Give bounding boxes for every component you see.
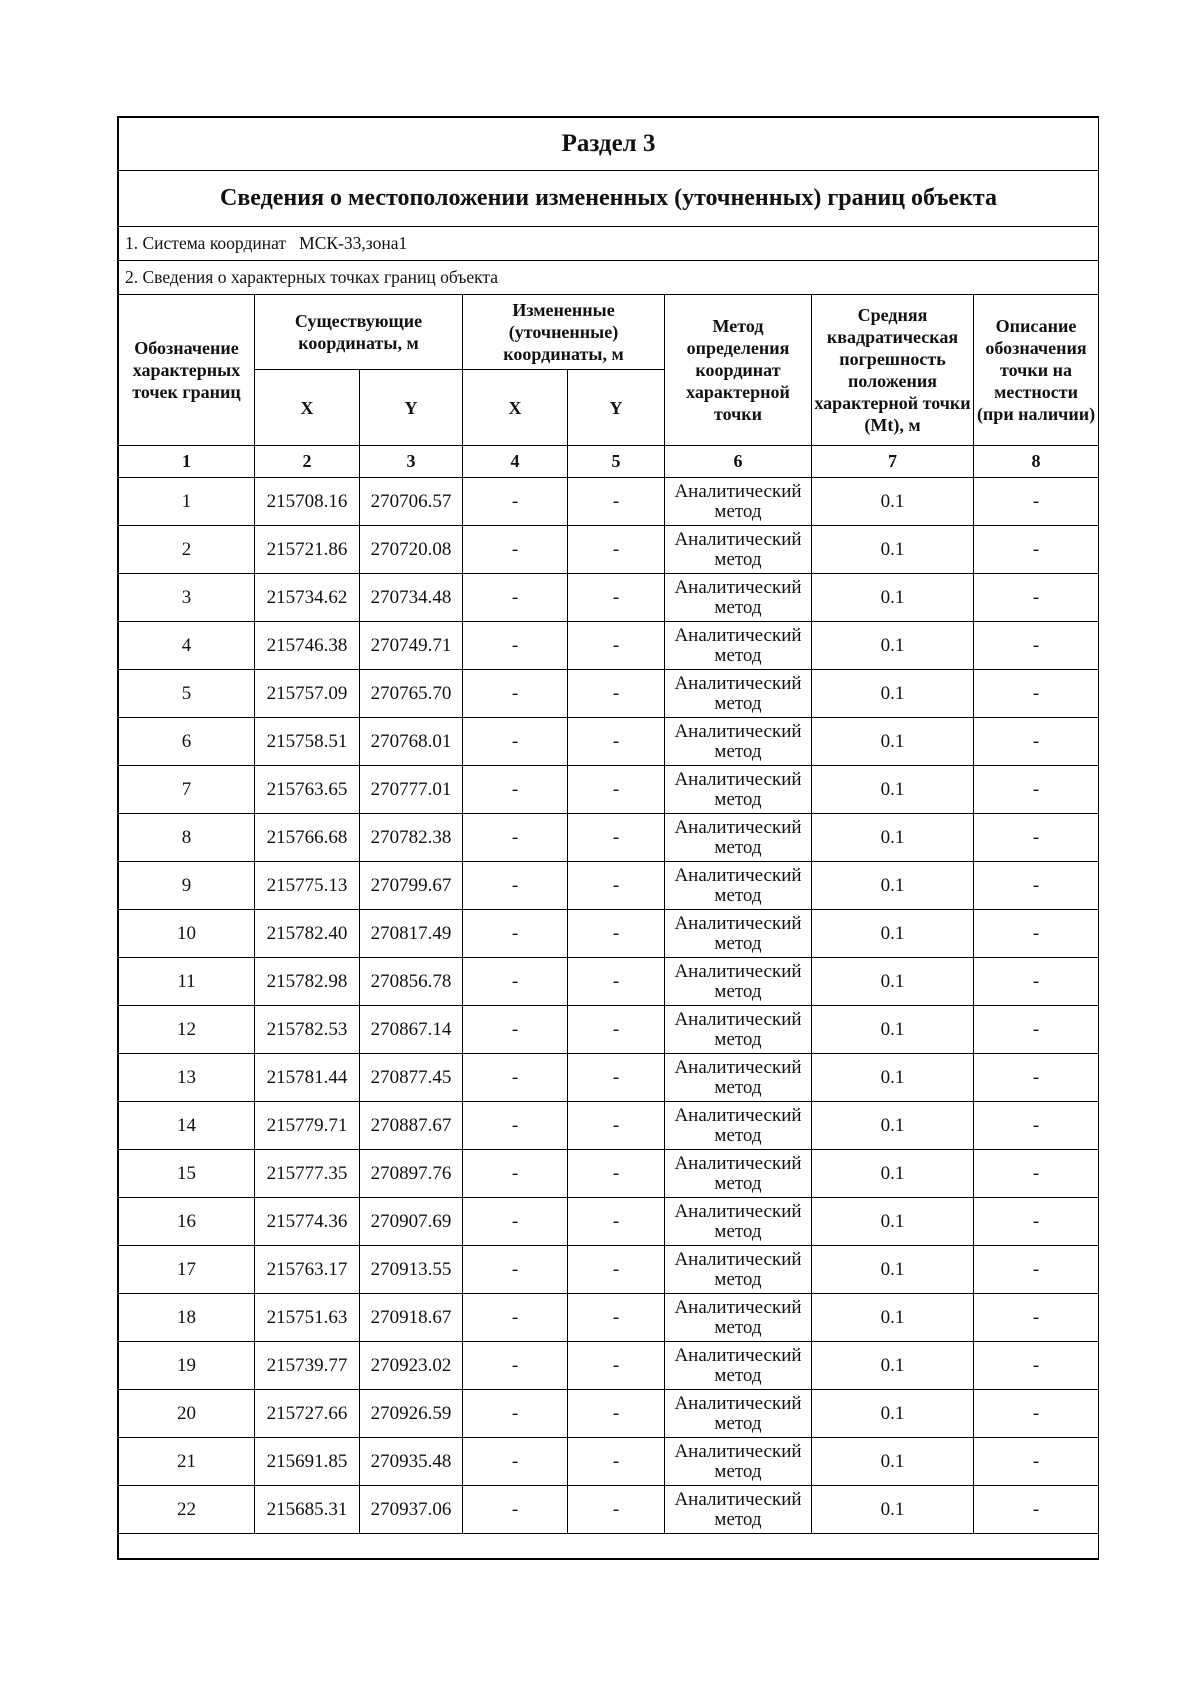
changed-x-cell: -: [463, 814, 568, 862]
existing-y-cell: 270923.02: [360, 1342, 463, 1390]
table-row: [119, 1438, 1099, 1486]
point-number-cell: 1: [119, 478, 255, 526]
column-number: 6: [665, 446, 812, 478]
existing-y-cell: 270734.48: [360, 574, 463, 622]
point-description-cell: -: [974, 814, 1099, 862]
header-point-designation: Обозначение характерных точек границ: [119, 295, 255, 446]
method-cell: [665, 1054, 812, 1102]
table-row: [119, 1294, 1099, 1342]
changed-y-cell: -: [568, 1198, 665, 1246]
existing-x-cell: 215734.62: [255, 574, 360, 622]
point-number-cell: 16: [119, 1198, 255, 1246]
table-row: [119, 1054, 1099, 1102]
method-line-1: Аналитический: [674, 528, 802, 550]
existing-y-cell: 270749.71: [360, 622, 463, 670]
table-row: [119, 1342, 1099, 1390]
existing-y-cell: 270918.67: [360, 1294, 463, 1342]
point-description-cell: -: [974, 1294, 1099, 1342]
changed-x-cell: -: [463, 910, 568, 958]
mean-square-error-cell: 0.1: [812, 574, 974, 622]
method-line-2: метод: [714, 644, 762, 666]
table-row: [119, 910, 1099, 958]
existing-x-cell: 215775.13: [255, 862, 360, 910]
changed-y-cell: -: [568, 622, 665, 670]
existing-y-cell: 270877.45: [360, 1054, 463, 1102]
point-description-cell: -: [974, 1054, 1099, 1102]
point-number-cell: 19: [119, 1342, 255, 1390]
changed-x-cell: -: [463, 958, 568, 1006]
boundary-points-table: [118, 117, 1099, 1559]
method-line-1: Аналитический: [674, 1200, 802, 1222]
mean-square-error-cell: 0.1: [812, 910, 974, 958]
table-row: [119, 814, 1099, 862]
method-line-1: Аналитический: [674, 1248, 802, 1270]
method-cell: [665, 1150, 812, 1198]
existing-x-cell: 215766.68: [255, 814, 360, 862]
point-description-cell: -: [974, 1390, 1099, 1438]
table-row: [119, 478, 1099, 526]
changed-x-cell: -: [463, 670, 568, 718]
existing-x-cell: 215739.77: [255, 1342, 360, 1390]
header-changed-y: Y: [568, 370, 665, 446]
changed-y-cell: -: [568, 862, 665, 910]
existing-x-cell: 215758.51: [255, 718, 360, 766]
method-cell: [665, 814, 812, 862]
mean-square-error-cell: 0.1: [812, 718, 974, 766]
empty-footer-cell: [119, 1534, 1099, 1559]
point-description-cell: -: [974, 1150, 1099, 1198]
changed-x-cell: -: [463, 574, 568, 622]
changed-y-cell: -: [568, 478, 665, 526]
existing-x-cell: 215763.17: [255, 1246, 360, 1294]
table-row: [119, 670, 1099, 718]
method-line-2: метод: [714, 692, 762, 714]
changed-x-cell: -: [463, 1246, 568, 1294]
table-row: [119, 1102, 1099, 1150]
point-description-cell: -: [974, 718, 1099, 766]
existing-y-cell: 270706.57: [360, 478, 463, 526]
method-line-2: метод: [714, 1316, 762, 1338]
existing-x-cell: 215781.44: [255, 1054, 360, 1102]
method-cell: [665, 766, 812, 814]
method-cell: [665, 958, 812, 1006]
changed-x-cell: -: [463, 1438, 568, 1486]
method-line-1: Аналитический: [674, 1008, 802, 1030]
point-description-cell: -: [974, 1438, 1099, 1486]
method-line-2: метод: [714, 500, 762, 522]
header-changed-x: X: [463, 370, 568, 446]
table-row: [119, 766, 1099, 814]
method-line-1: Аналитический: [674, 480, 802, 502]
method-line-2: метод: [714, 1172, 762, 1194]
mean-square-error-cell: 0.1: [812, 862, 974, 910]
mean-square-error-cell: 0.1: [812, 1294, 974, 1342]
method-line-1: Аналитический: [674, 1344, 802, 1366]
changed-x-cell: -: [463, 766, 568, 814]
point-description-cell: -: [974, 574, 1099, 622]
document-subtitle: Сведения о местоположении измененных (уточненных) границ объекта: [119, 171, 1099, 227]
method-line-1: Аналитический: [674, 816, 802, 838]
point-number-cell: 11: [119, 958, 255, 1006]
method-line-2: метод: [714, 1220, 762, 1242]
table-row: [119, 862, 1099, 910]
changed-y-cell: -: [568, 910, 665, 958]
changed-x-cell: -: [463, 1390, 568, 1438]
method-line-2: метод: [714, 980, 762, 1002]
method-line-1: Аналитический: [674, 1104, 802, 1126]
method-cell: [665, 478, 812, 526]
existing-x-cell: 215782.40: [255, 910, 360, 958]
existing-y-cell: 270799.67: [360, 862, 463, 910]
mean-square-error-cell: 0.1: [812, 1150, 974, 1198]
header-mean-square-error: Средняя квадратическая погрешность положения характерной точки (Mt), м: [812, 295, 974, 446]
point-description-cell: -: [974, 1486, 1099, 1534]
existing-y-cell: 270887.67: [360, 1102, 463, 1150]
mean-square-error-cell: 0.1: [812, 1342, 974, 1390]
existing-y-cell: 270867.14: [360, 1006, 463, 1054]
mean-square-error-cell: 0.1: [812, 1054, 974, 1102]
point-number-cell: 22: [119, 1486, 255, 1534]
method-line-1: Аналитический: [674, 768, 802, 790]
table-row: [119, 1198, 1099, 1246]
method-line-2: метод: [714, 1460, 762, 1482]
method-line-2: метод: [714, 836, 762, 858]
changed-x-cell: -: [463, 1150, 568, 1198]
method-cell: [665, 1438, 812, 1486]
point-number-cell: 4: [119, 622, 255, 670]
existing-x-cell: 215782.53: [255, 1006, 360, 1054]
mean-square-error-cell: 0.1: [812, 670, 974, 718]
method-line-2: метод: [714, 1124, 762, 1146]
method-cell: [665, 622, 812, 670]
coordinate-system-line: 1. Система координат МСК-33,зона1: [119, 227, 1099, 261]
method-line-2: метод: [714, 596, 762, 618]
mean-square-error-cell: 0.1: [812, 1006, 974, 1054]
mean-square-error-cell: 0.1: [812, 958, 974, 1006]
header-existing-y: Y: [360, 370, 463, 446]
column-number: 1: [119, 446, 255, 478]
point-description-cell: -: [974, 526, 1099, 574]
existing-y-cell: 270782.38: [360, 814, 463, 862]
method-cell: [665, 1102, 812, 1150]
existing-y-cell: 270765.70: [360, 670, 463, 718]
points-caption: 2. Сведения о характерных точках границ объекта: [119, 261, 1099, 295]
changed-x-cell: -: [463, 1102, 568, 1150]
changed-y-cell: -: [568, 1006, 665, 1054]
method-line-2: метод: [714, 1364, 762, 1386]
point-number-cell: 10: [119, 910, 255, 958]
method-cell: [665, 526, 812, 574]
changed-x-cell: -: [463, 718, 568, 766]
point-number-cell: 6: [119, 718, 255, 766]
method-line-1: Аналитический: [674, 624, 802, 646]
changed-x-cell: -: [463, 1054, 568, 1102]
changed-y-cell: -: [568, 1390, 665, 1438]
column-number: 2: [255, 446, 360, 478]
method-line-2: метод: [714, 1508, 762, 1530]
existing-x-cell: 215779.71: [255, 1102, 360, 1150]
changed-x-cell: -: [463, 1006, 568, 1054]
existing-y-cell: 270720.08: [360, 526, 463, 574]
column-number: 7: [812, 446, 974, 478]
mean-square-error-cell: 0.1: [812, 1486, 974, 1534]
mean-square-error-cell: 0.1: [812, 622, 974, 670]
table-row: [119, 958, 1099, 1006]
table-row: [119, 622, 1099, 670]
changed-x-cell: -: [463, 1342, 568, 1390]
method-cell: [665, 1198, 812, 1246]
empty-footer-row: [119, 1534, 1099, 1559]
method-line-1: Аналитический: [674, 1056, 802, 1078]
method-line-1: Аналитический: [674, 576, 802, 598]
changed-y-cell: -: [568, 670, 665, 718]
mean-square-error-cell: 0.1: [812, 1102, 974, 1150]
column-number: 4: [463, 446, 568, 478]
method-line-2: метод: [714, 1412, 762, 1434]
method-line-1: Аналитический: [674, 672, 802, 694]
header-changed-coordinates: Измененные (уточненные) координаты, м: [463, 295, 665, 370]
method-cell: [665, 862, 812, 910]
method-cell: [665, 1246, 812, 1294]
mean-square-error-cell: 0.1: [812, 1198, 974, 1246]
method-line-1: Аналитический: [674, 960, 802, 982]
table-row: [119, 1006, 1099, 1054]
method-cell: [665, 670, 812, 718]
method-cell: [665, 574, 812, 622]
mean-square-error-cell: 0.1: [812, 526, 974, 574]
point-description-cell: -: [974, 766, 1099, 814]
method-line-2: метод: [714, 1268, 762, 1290]
header-existing-x: X: [255, 370, 360, 446]
changed-x-cell: -: [463, 1294, 568, 1342]
existing-x-cell: 215774.36: [255, 1198, 360, 1246]
method-cell: [665, 1006, 812, 1054]
changed-y-cell: -: [568, 814, 665, 862]
point-number-cell: 5: [119, 670, 255, 718]
point-description-cell: -: [974, 958, 1099, 1006]
existing-x-cell: 215721.86: [255, 526, 360, 574]
method-line-2: метод: [714, 932, 762, 954]
method-cell: [665, 1342, 812, 1390]
changed-y-cell: -: [568, 1246, 665, 1294]
point-description-cell: -: [974, 1246, 1099, 1294]
method-cell: [665, 1486, 812, 1534]
table-row: [119, 1486, 1099, 1534]
method-line-1: Аналитический: [674, 720, 802, 742]
changed-y-cell: -: [568, 1150, 665, 1198]
method-line-2: метод: [714, 1028, 762, 1050]
point-description-cell: -: [974, 1006, 1099, 1054]
existing-y-cell: 270913.55: [360, 1246, 463, 1294]
mean-square-error-cell: 0.1: [812, 478, 974, 526]
method-line-2: метод: [714, 1076, 762, 1098]
table-row: [119, 1150, 1099, 1198]
point-description-cell: -: [974, 622, 1099, 670]
table-row: [119, 1390, 1099, 1438]
changed-x-cell: -: [463, 526, 568, 574]
existing-x-cell: 215763.65: [255, 766, 360, 814]
point-description-cell: -: [974, 1198, 1099, 1246]
existing-y-cell: 270777.01: [360, 766, 463, 814]
changed-x-cell: -: [463, 622, 568, 670]
point-number-cell: 13: [119, 1054, 255, 1102]
header-point-description: Описание обозначения точки на местности (при наличии): [974, 295, 1099, 446]
existing-y-cell: 270937.06: [360, 1486, 463, 1534]
method-line-2: метод: [714, 740, 762, 762]
point-number-cell: 21: [119, 1438, 255, 1486]
point-description-cell: -: [974, 478, 1099, 526]
existing-x-cell: 215777.35: [255, 1150, 360, 1198]
existing-y-cell: 270926.59: [360, 1390, 463, 1438]
point-number-cell: 9: [119, 862, 255, 910]
mean-square-error-cell: 0.1: [812, 1246, 974, 1294]
column-number: 5: [568, 446, 665, 478]
changed-x-cell: -: [463, 862, 568, 910]
document-page: [117, 116, 1099, 1560]
method-line-1: Аналитический: [674, 1296, 802, 1318]
point-number-cell: 7: [119, 766, 255, 814]
existing-x-cell: 215746.38: [255, 622, 360, 670]
point-number-cell: 8: [119, 814, 255, 862]
changed-y-cell: -: [568, 1438, 665, 1486]
method-line-2: метод: [714, 548, 762, 570]
method-line-2: метод: [714, 788, 762, 810]
method-line-1: Аналитический: [674, 1152, 802, 1174]
column-number: 3: [360, 446, 463, 478]
changed-x-cell: -: [463, 1486, 568, 1534]
point-description-cell: -: [974, 670, 1099, 718]
changed-y-cell: -: [568, 574, 665, 622]
changed-y-cell: -: [568, 526, 665, 574]
changed-y-cell: -: [568, 1342, 665, 1390]
point-description-cell: -: [974, 862, 1099, 910]
existing-x-cell: 215751.63: [255, 1294, 360, 1342]
existing-y-cell: 270935.48: [360, 1438, 463, 1486]
existing-y-cell: 270768.01: [360, 718, 463, 766]
point-number-cell: 3: [119, 574, 255, 622]
point-description-cell: -: [974, 910, 1099, 958]
method-cell: [665, 1294, 812, 1342]
mean-square-error-cell: 0.1: [812, 766, 974, 814]
existing-y-cell: 270897.76: [360, 1150, 463, 1198]
existing-x-cell: 215708.16: [255, 478, 360, 526]
existing-x-cell: 215691.85: [255, 1438, 360, 1486]
method-line-1: Аналитический: [674, 1440, 802, 1462]
method-cell: [665, 718, 812, 766]
method-cell: [665, 1390, 812, 1438]
changed-y-cell: -: [568, 958, 665, 1006]
table-row: [119, 526, 1099, 574]
method-line-1: Аналитический: [674, 1392, 802, 1414]
point-number-cell: 2: [119, 526, 255, 574]
mean-square-error-cell: 0.1: [812, 1390, 974, 1438]
method-cell: [665, 910, 812, 958]
point-description-cell: -: [974, 1342, 1099, 1390]
section-title: Раздел 3: [119, 118, 1099, 171]
point-number-cell: 17: [119, 1246, 255, 1294]
changed-x-cell: -: [463, 478, 568, 526]
existing-y-cell: 270817.49: [360, 910, 463, 958]
table-row: [119, 574, 1099, 622]
changed-x-cell: -: [463, 1198, 568, 1246]
method-line-1: Аналитический: [674, 1488, 802, 1510]
table-row: [119, 1246, 1099, 1294]
header-existing-coordinates: Существующие координаты, м: [255, 295, 463, 370]
changed-y-cell: -: [568, 1294, 665, 1342]
point-number-cell: 12: [119, 1006, 255, 1054]
existing-x-cell: 215757.09: [255, 670, 360, 718]
existing-x-cell: 215727.66: [255, 1390, 360, 1438]
changed-y-cell: -: [568, 1486, 665, 1534]
point-number-cell: 18: [119, 1294, 255, 1342]
column-number: 8: [974, 446, 1099, 478]
existing-y-cell: 270907.69: [360, 1198, 463, 1246]
point-description-cell: -: [974, 1102, 1099, 1150]
header-method: Метод определения координат характерной точки: [665, 295, 812, 446]
mean-square-error-cell: 0.1: [812, 814, 974, 862]
changed-y-cell: -: [568, 718, 665, 766]
point-number-cell: 14: [119, 1102, 255, 1150]
changed-y-cell: -: [568, 1102, 665, 1150]
existing-y-cell: 270856.78: [360, 958, 463, 1006]
point-number-cell: 20: [119, 1390, 255, 1438]
method-line-1: Аналитический: [674, 912, 802, 934]
method-line-1: Аналитический: [674, 864, 802, 886]
existing-x-cell: 215685.31: [255, 1486, 360, 1534]
table-row: [119, 718, 1099, 766]
mean-square-error-cell: 0.1: [812, 1438, 974, 1486]
point-number-cell: 15: [119, 1150, 255, 1198]
existing-x-cell: 215782.98: [255, 958, 360, 1006]
changed-y-cell: -: [568, 766, 665, 814]
changed-y-cell: -: [568, 1054, 665, 1102]
method-line-2: метод: [714, 884, 762, 906]
